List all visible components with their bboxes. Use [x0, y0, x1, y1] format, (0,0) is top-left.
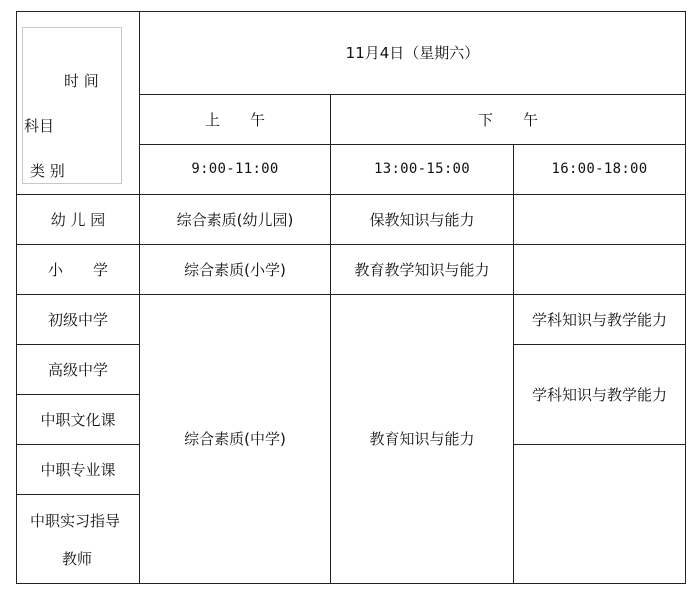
category-junior-high: 初级中学 [47, 310, 108, 329]
kindergarten-slot1: 综合素质(幼儿园) [176, 210, 294, 229]
category-vocational-major: 中职专业课 [40, 460, 116, 479]
rule-below-vocational-major [16, 494, 139, 495]
time-slot-3: 16:00-18:00 [551, 161, 648, 178]
primary-slot2: 教育教学知识与能力 [354, 260, 490, 279]
middle-slot2: 教育知识与能力 [369, 430, 475, 448]
middle-slot1: 综合素质(中学) [184, 430, 286, 448]
category-vocational-practice-line1: 中职实习指导 [30, 512, 121, 530]
primary-slot1: 综合素质(小学) [184, 260, 286, 279]
date-header: 11月4日（星期六） [345, 44, 480, 62]
category-primary: 小 学 [47, 260, 108, 279]
primary-slot3 [514, 245, 685, 294]
table-border-right [685, 11, 686, 584]
senior-high-slot3: 学科知识与教学能力 [531, 385, 667, 404]
category-kindergarten: 幼 儿 园 [50, 210, 106, 229]
category-senior-high: 高级中学 [47, 360, 108, 379]
kindergarten-slot2: 保教知识与能力 [369, 210, 475, 229]
junior-high-slot3: 学科知识与教学能力 [531, 310, 667, 329]
kindergarten-slot3 [514, 195, 685, 244]
time-slot-1: 9:00-11:00 [191, 161, 279, 178]
category-vocational-practice-line2: 教师 [62, 550, 93, 568]
corner-category-label: 类 别 [30, 162, 65, 180]
period-afternoon: 下 午 [477, 110, 538, 129]
time-slot-2: 13:00-15:00 [373, 161, 471, 178]
vocational-slot3-empty [514, 445, 685, 583]
table-border-bottom [16, 583, 686, 584]
category-vocational-culture: 中职文化课 [40, 410, 116, 429]
corner-time-label: 时 间 [64, 72, 99, 90]
period-morning: 上 午 [204, 110, 265, 129]
corner-subject-label: 科目 [24, 117, 55, 135]
